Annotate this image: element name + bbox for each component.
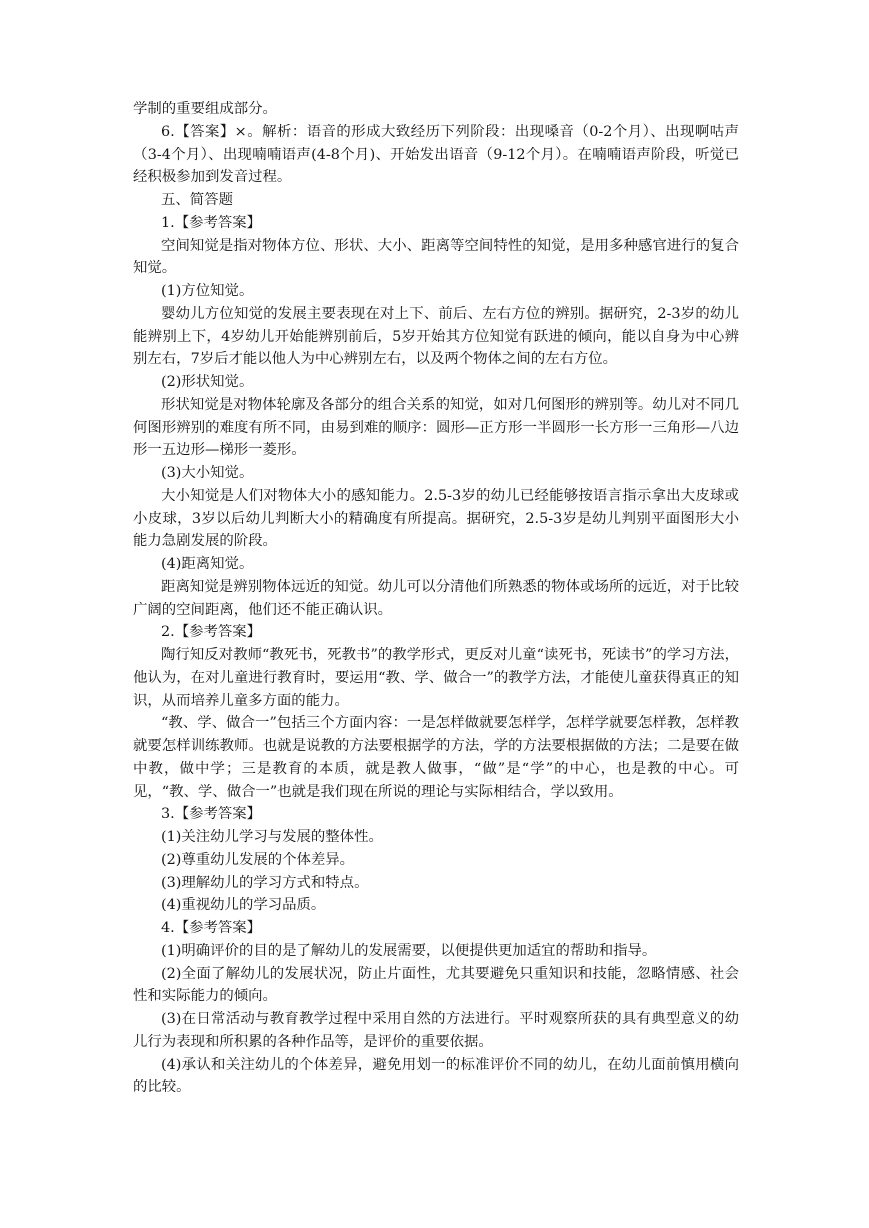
answer-2-heading: 2.【参考答案】 xyxy=(161,624,262,641)
answer-text-body xyxy=(133,98,739,1099)
answer-4-point-2: (2)全面了解幼儿的发展状况，防止片面性，尤其要避免只重知识和技能，忽略情感、社会性和实际能力的倾向。 xyxy=(133,965,739,1005)
answer-1-point-1-title: (1)方位知觉。 xyxy=(161,283,254,299)
answer-1-point-1-body: 婴幼儿方位知觉的发展主要表现在对上下、前后、左右方位的辨别。据研究，2-3岁的幼儿能辨别上下，4岁幼儿开始能辨别前后，5岁开始其方位知觉有跃进的倾向，能以自身为中心辨别左右，7岁后才能以他人为中心辨别左右，以及两个物体之间的左右方位。 xyxy=(133,305,739,368)
answer-3-point-2: (2)尊重幼儿发展的个体差异。 xyxy=(161,851,355,868)
answer-3-point-1: (1)关注幼儿学习与发展的整体性。 xyxy=(161,829,383,845)
answer-1-heading: 1.【参考答案】 xyxy=(161,214,262,231)
answer-1-point-4-title: (4)距离知觉。 xyxy=(161,556,254,572)
answer-4-point-1: (1)明确评价的目的是了解幼儿的发展需要，以便提供更加适宜的帮助和指导。 xyxy=(161,942,657,959)
section-heading-short-answer: 五、简答题 xyxy=(161,192,233,208)
answer-1-point-2-body: 形状知觉是对物体轮廓及各部分的组合关系的知觉，如对几何图形的辨别等。幼儿对不同几何图形辨别的难度有所不同，由易到难的顺序：圆形—正方形一半圆形一长方形一三角形—八边形一五边形—梯形一菱形。 xyxy=(133,396,739,459)
answer-1-point-3-body: 大小知觉是人们对物体大小的感知能力。2.5-3岁的幼儿已经能够按语言指示拿出大皮球或小皮球，3岁以后幼儿判断大小的精确度有所提高。据研究，2.5-3岁是幼儿判别平面图形大小能力急剧发展的阶段。 xyxy=(133,487,739,550)
answer-2-body-2: “教、学、做合一”包括三个方面内容：一是怎样做就要怎样学，怎样学就要怎样教，怎样教就要怎样训练教师。也就是说教的方法要根据学的方法，学的方法要根据做的方法；二是要在做中教，做中学；三是教育的本质，就是教人做事，“做”是“学”的中心，也是教的中心。可见，“教、学、做合一”也就是我们现在所说的理论与实际相结合，学以致用。 xyxy=(133,715,739,800)
answer-3-heading: 3.【参考答案】 xyxy=(161,806,262,823)
answer-4-point-4: (4)承认和关注幼儿的个体差异，避免用划一的标准评价不同的幼儿，在幼儿面前慎用横向的比较。 xyxy=(133,1056,739,1096)
answer-1-intro: 空间知觉是指对物体方位、形状、大小、距离等空间特性的知觉，是用多种感官进行的复合知觉。 xyxy=(133,237,739,277)
answer-3-point-4: (4)重视幼儿的学习品质。 xyxy=(161,897,326,914)
answer-1-point-3-title: (3)大小知觉。 xyxy=(161,465,254,481)
answer-4-heading: 4.【参考答案】 xyxy=(161,920,262,936)
answer-1-point-2-title: (2)形状知觉。 xyxy=(161,374,254,390)
answer-4-point-3: (3)在日常活动与教育教学过程中采用自然的方法进行。平时观察所获的具有典型意义的幼儿行为表现和所积累的各种作品等，是评价的重要依据。 xyxy=(133,1011,739,1050)
answer-2-body-1: 陶行知反对教师“教死书，死教书”的教学形式，更反对儿童“读死书，死读书”的学习方法，他认为，在对儿童进行教育时，要运用“教、学、做合一”的教学方法，才能使儿童获得真正的知识，从而培养儿童多方面的能力。 xyxy=(133,647,739,709)
answer-3-point-3: (3)理解幼儿的学习方式和特点。 xyxy=(161,874,369,891)
answer-6-explanation: 6.【答案】×。解析：语音的形成大致经历下列阶段：出现嗓音（0-2个月）、出现啊咕声（3-4个月）、出现喃喃语声(4-8个月)、开始发出语音（9-12个月）。在喃喃语声阶段，听觉已经积极参加到发音过程。 xyxy=(133,123,739,186)
paragraph-continuation: 学制的重要组成部分。 xyxy=(133,101,277,117)
answer-1-point-4-body: 距离知觉是辨别物体远近的知觉。幼儿可以分清他们所熟悉的物体或场所的远近，对于比较广阔的空间距离，他们还不能正确认识。 xyxy=(133,578,739,618)
